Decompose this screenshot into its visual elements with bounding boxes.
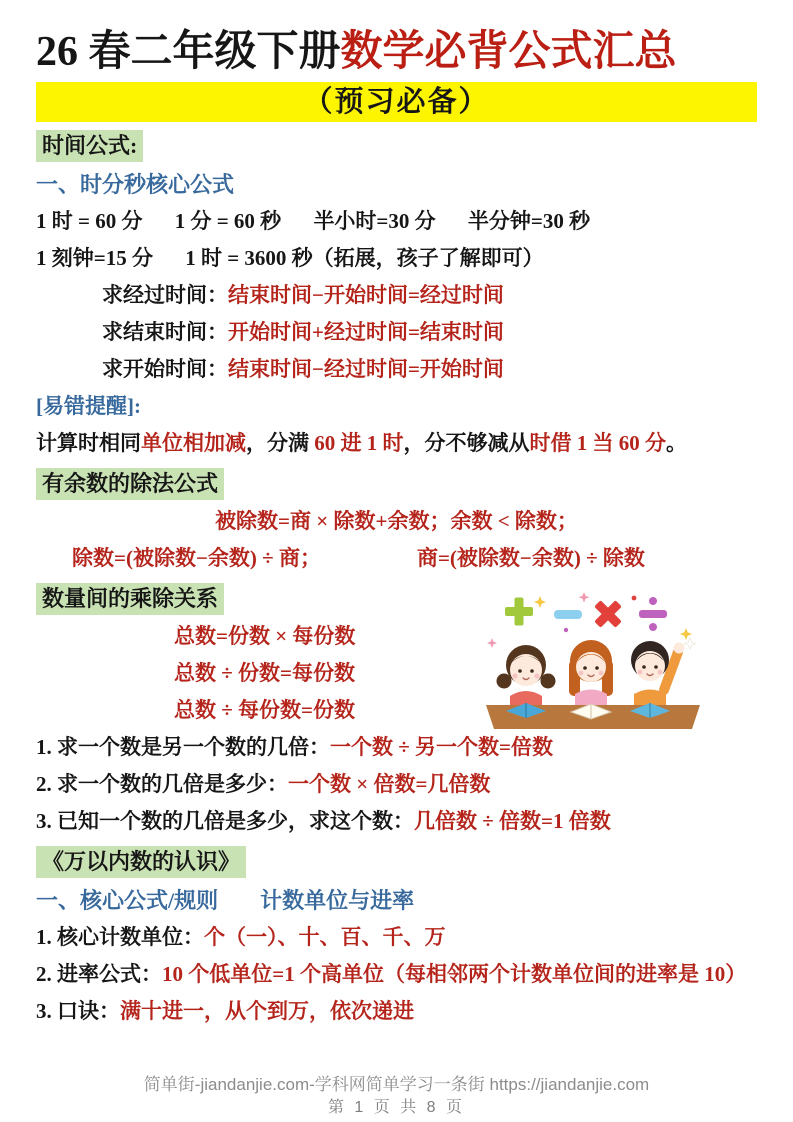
relation-formula-2: 总数 ÷ 份数=每份数 <box>174 661 355 685</box>
subheading-time-core: 一、时分秒核心公式 <box>36 172 235 197</box>
section-badge-time: 时间公式: <box>36 130 143 162</box>
fact-hour-minute: 1 时 = 60 分 <box>36 209 143 233</box>
multiply-icon <box>587 593 629 635</box>
item-formula: 满十进一，从个到万，依次递进 <box>120 999 414 1023</box>
time-facts-row1 <box>36 203 757 240</box>
alert-seg-black: 。 <box>666 431 687 455</box>
rule-elapsed-time <box>102 277 757 314</box>
footer-site-line: 简单街-jiandanjie.com-学科网简单学习一条街 https://jiandanjie.com <box>143 1075 650 1094</box>
fact-half-minute: 半分钟=30 秒 <box>467 209 591 233</box>
rule-formula: 结束时间−经过时间=开始时间 <box>228 357 504 381</box>
plus-icon <box>505 598 533 626</box>
student-girl-left <box>497 645 556 712</box>
children-math-illustration <box>478 588 708 733</box>
page-title-red: 数学必背公式汇总 <box>340 29 677 75</box>
alert-seg-red: 单位相加减 <box>141 431 246 455</box>
item-formula: 几倍数 ÷ 倍数=1 倍数 <box>414 809 611 833</box>
item-formula: 个（一）、十、百、千、万 <box>204 925 446 949</box>
divisor-formula: 除数=(被除数−余数) ÷ 商； <box>72 546 321 570</box>
relation-formula-1: 总数=份数 × 每份数 <box>174 624 356 648</box>
section-badge-relation: 数量间的乘除关系 <box>36 583 224 615</box>
item-formula: 一个数 × 倍数=几倍数 <box>288 772 491 796</box>
fact-quarter: 1 刻钟=15 分 <box>36 246 153 270</box>
subheading-part-a: 一、核心公式/规则 <box>36 888 219 913</box>
time-facts-row2 <box>36 240 757 277</box>
item-label: 2. 求一个数的几倍是多少： <box>36 772 288 796</box>
item-label: 2. 进率公式： <box>36 962 162 986</box>
alert-seg-red: 时借 1 当 60 分 <box>529 431 666 455</box>
rule-start-time <box>102 351 757 388</box>
student-girl-middle <box>569 640 613 712</box>
item-label: 3. 口诀： <box>36 999 120 1023</box>
error-alert-badge: [易错提醒]: <box>36 394 141 418</box>
footer-page-number: 第 1 页 共 8 页 <box>327 1099 466 1116</box>
divide-icon <box>639 597 667 631</box>
item-formula: 10 个低单位=1 个高单位（每相邻两个计数单位间的进率是 10） <box>162 962 747 986</box>
division-formula-1: 被除数=商 × 除数+余数；余数 < 除数； <box>215 509 578 533</box>
item-formula: 一个数 ÷ 另一个数=倍数 <box>330 735 553 759</box>
minus-icon <box>554 610 582 619</box>
page-title-black: 26 春二年级下册 <box>36 29 341 75</box>
counting-unit-item <box>36 919 757 956</box>
subheading-numbers-core <box>36 883 757 919</box>
rule-label: 求开始时间： <box>102 357 228 381</box>
fact-half-hour: 半小时=30 分 <box>313 209 436 233</box>
item-label: 3. 已知一个数的几倍是多少，求这个数： <box>36 809 414 833</box>
illustration-svg <box>478 588 708 733</box>
alert-seg-black: ，分满 <box>246 431 315 455</box>
rule-label: 求结束时间： <box>102 320 228 344</box>
page-title <box>36 0 757 82</box>
multiple-item-2 <box>36 766 757 803</box>
relation-formula-3: 总数 ÷ 每份数=份数 <box>174 698 355 722</box>
rule-formula: 结束时间−开始时间=经过时间 <box>228 283 504 307</box>
mnemonic-item <box>36 993 757 1030</box>
item-label: 1. 求一个数是另一个数的几倍： <box>36 735 330 759</box>
division-formula-2 <box>36 540 757 577</box>
item-label: 1. 核心计数单位： <box>36 925 204 949</box>
error-alert-text <box>36 425 757 462</box>
student-boy-right <box>631 638 696 712</box>
subtitle-banner: （预习必备） <box>36 82 757 122</box>
rule-label: 求经过时间： <box>102 283 228 307</box>
multiple-item-3 <box>36 803 757 840</box>
multiple-item-1 <box>36 729 757 766</box>
alert-seg-black: 计算时相同 <box>36 431 141 455</box>
alert-seg-red: 60 进 1 时 <box>314 431 404 455</box>
section-badge-numbers: 《万以内数的认识》 <box>36 846 246 878</box>
rule-end-time <box>102 314 757 351</box>
quotient-formula: 商=(被除数−余数) ÷ 除数 <box>416 546 645 570</box>
fact-minute-second: 1 分 = 60 秒 <box>174 209 282 233</box>
section-badge-division: 有余数的除法公式 <box>36 468 224 500</box>
fact-hour-seconds: 1 时 = 3600 秒（拓展，孩子了解即可） <box>185 246 544 270</box>
alert-seg-black: ，分不够减从 <box>403 431 530 455</box>
rate-formula-item <box>36 956 757 993</box>
subheading-part-b: 计数单位与进率 <box>260 888 415 913</box>
rule-formula: 开始时间+经过时间=结束时间 <box>228 320 504 344</box>
